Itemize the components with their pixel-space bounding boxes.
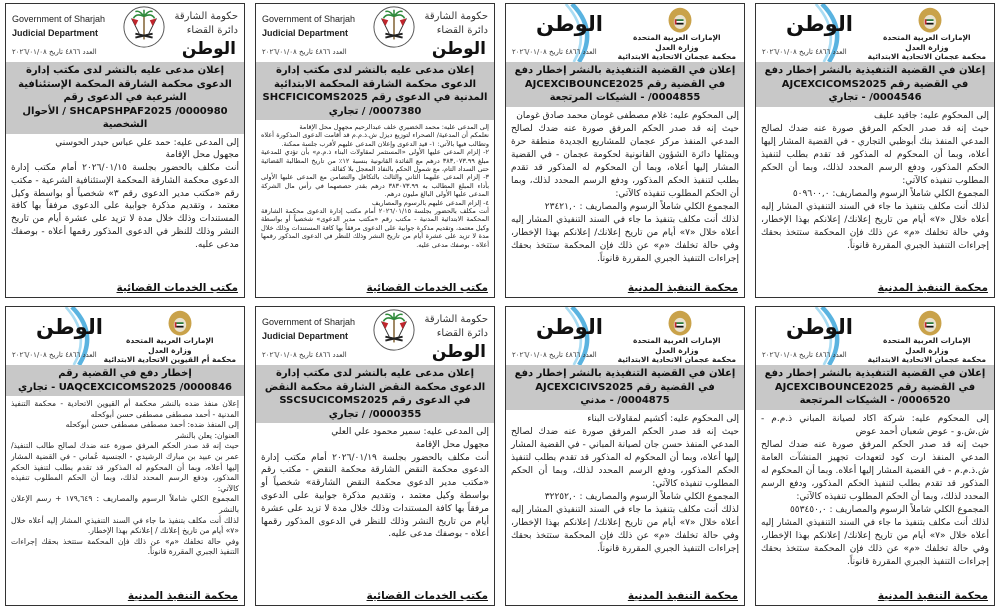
- issue-date: العدد ٤٨٦٦ تاريخ ٢٠٢٦/٠١/٠٨: [12, 48, 97, 56]
- ministry-line: الإمارات العربية المتحدة: [633, 336, 721, 345]
- notice-title: إعلان في القضية التنفيذية بالنشر إخطار دفع في القضية رقم AJCEXCIBOUNCE2025 /0004855 - الشيكات المرتجعة: [506, 62, 744, 107]
- notice-paragraph: حيث إنه قد صدر الحكم المرفق صورة عنه ضدك لصالح طالب التنفيذ/ عمر بن عبيد بن مبارك الرشيدي - الجنسية عُماني - في القضية المشار إليها أعلاه، وبما أن المحكوم له المذكور قد تقدم بطلب لتنفيذ الحكم المذكور، ودفع الرسم المحدد لذلك، وبما أن الحكم المطلوب تنفيذه كالآتي:: [11, 441, 239, 493]
- court-name: محكمة عجمان الاتحادية الابتدائية: [867, 355, 986, 364]
- sharjah-arabic-line: دائرة القضاء: [436, 328, 488, 339]
- notice-paragraph: المجموع الكلي شاملاً الرسوم والمصاريف: ٥٠٩٦٠٠,٠: [792, 188, 989, 199]
- notice-closing: لذلك أنت مكلف بتنفيذ ما جاء في السند التنفيذي المشار إليه أعلاه خلال «٧» أيام من تاريخ إعلانك/ إعلانكم بهذا الإخطار، وفي حالة تخلفك «م» عن ذلك فإن المحكمة ستتخذ بحقك إجراءات التنفيذ الجبري المقررة قانوناً.: [511, 214, 739, 264]
- notice-paragraph: أنت مكلف بالحضور بجلسة ٢٠٢٦/٠١/١٥ أمام مكتب إدارة الدعوى محكمة الشارقة المحكمة الابتدائية المدنية - مكتب رقم «مكتب مدير الدعوى» شخصياً أو بواسطة وكيل معتمد، وتقديم مذكرة جوابية على الدعوى مرفقاً بها كافة المستندات وذلك خلال مدة لا تزيد على عشرة أيام من تاريخ النشر وذلك للنظر في الدعوى المذكور رقمها أعلاه - بوصفك مدعى عليه.: [261, 207, 489, 249]
- sharjah-english-line: Judicial Department: [262, 28, 349, 38]
- ministry-line: وزارة العدل: [905, 345, 949, 355]
- court-name: محكمة عجمان الاتحادية الابتدائية: [617, 52, 736, 61]
- notice-signature: محكمة التنفيذ المدنية: [877, 590, 988, 602]
- notice-paragraph: إلى المدعى عليه: محمد الخضيري خلف عبدالرحيم مجهول محل الإقامة: [299, 123, 489, 131]
- notice-signature: محكمة التنفيذ المدنية: [127, 590, 238, 602]
- notice-body: [506, 410, 744, 590]
- sharjah-emblem-icon: [372, 5, 416, 53]
- sharjah-english-line: Government of Sharjah: [262, 14, 356, 24]
- sharjah-english-name: [262, 12, 355, 40]
- newspaper-logo: الوطن: [431, 342, 486, 362]
- ministry-line: الإمارات العربية المتحدة: [633, 33, 721, 42]
- notice-header: [256, 4, 494, 62]
- notice-signature: محكمة التنفيذ المدنية: [627, 282, 738, 294]
- ministry-line: وزارة العدل: [905, 42, 949, 52]
- ministry-block: [618, 336, 736, 365]
- notice-paragraph: لذلك أنت مكلف بتنفيذ ما جاء في السند التنفيذي المشار إليه أعلاه خلال «٧» أيام من تاريخ إعلانك / إعلانكم بهذا الإخطار.: [11, 515, 239, 536]
- notice-sharjah: [255, 3, 495, 298]
- notice-header: [756, 4, 994, 62]
- notice-title: إعلان مدعى عليه بالنشر لدى مكتب إدارة الدعوى محكمة الشارقة المحكمة الإستئنافية الشرعية في الدعوى رقم SHCAPSHPAF2025 /0000980 / الأحوال الشخصية: [6, 62, 244, 134]
- notice-paragraph: حيث إنه قد صدر الحكم المرفق صورة عنه ضدك لصالح المدعي المنفذ مركز عجمان للمشاريع الجديدة منطقة حرة ويمثلها دائرة الشؤون القانونية لحكومة عجمان - في القضية المشار إليها أعلاه، وبما أن المحكوم له المذكور قد تقدم بطلب لتنفيذ الحكم المذكور، ودفع الرسم المحدد لذلك، وبما أن الحكم المطلوب تنفيذه كالآتي:: [511, 123, 739, 199]
- notice-paragraph: ٣- إلزام المدعى عليهما الثاني والثالث بالتكافل والتضامن مع المدعى عليها الأولى بأداء المبلغ المطالب به ٣٨٣٠٧٣.٩٩ درهم بقدر حصصهما في رأس مال الشركة المدعى عليها الأولى البالغ مليون درهم.: [261, 173, 489, 199]
- newspaper-logo: الوطن: [536, 315, 603, 339]
- notice-header: [6, 4, 244, 62]
- sharjah-emblem-icon: [122, 5, 166, 53]
- notices-page: [5, 3, 995, 607]
- court-name: محكمة عجمان الاتحادية الابتدائية: [867, 52, 986, 61]
- issue-date: العدد ٤٨٦٦ تاريخ ٢٠٢٦/٠١/٠٨: [12, 351, 97, 359]
- notice-paragraph: مجهول محل الإقامة: [165, 150, 239, 161]
- sharjah-english-name: [12, 12, 105, 40]
- court-name: محكمة عجمان الاتحادية الابتدائية: [617, 355, 736, 364]
- notice-paragraph: ٢- إلزام المدعى عليها الأولى «المستثمر لمقاولات البناء ذ.م.م» بأن تؤدي للمدعية مبلغ ٣٨٣,٠٧٣.٩٩ درهم مع الفائدة القانونية بنسبة ١٢٪ من تاريخ المطالبة القضائية حتى السداد التام، مع شمول الحكم بالنفاذ المعجل بلا كفالة.: [261, 148, 489, 174]
- sharjah-arabic-line: دائرة القضاء: [436, 25, 488, 36]
- notice-title: إعلان مدعى عليه بالنشر لدى مكتب إدارة الدعوى محكمة الشارقة المحكمة الابتدائية المدنية في الدعوى رقم SHCFICICOMS2025 /0007380 / تجاري: [256, 62, 494, 120]
- notice-paragraph: المجموع الكلي شاملاً الرسوم والمصاريف : ١٧٩,٦٤٩ + رسم الإعلان بالنشر: [11, 494, 239, 514]
- newspaper-logo: الوطن: [786, 315, 853, 339]
- notice-closing: لذلك أنت مكلف بتنفيذ ما جاء في السند التنفيذي المشار إليه أعلاه خلال «٧» أيام من تاريخ إعلانك/ إعلانكم بهذا الإخطار، وفي حالة تخلفك «م» عن ذلك فإن المحكمة ستتخذ بحقك إجراءات التنفيذ الجبري المقررة قانوناً.: [761, 201, 989, 251]
- notice-paragraph: المجموع الكلي شاملاً الرسوم والمصاريف : ٢٣٤٢١,٠: [544, 201, 739, 212]
- notice-header: [506, 307, 744, 365]
- notice-paragraph: حيث إنه قد صدر الحكم المرفق صورة عنه ضدك لصالح المدعي المنفذ حسن جان لصيانة المباني - في القضية المشار إليها أعلاه، وبما أن المحكوم له المذكور قد تقدم بطلب لتنفيذ الحكم المذكور، ودفع الرسم المحدد لذلك، وبما أن الحكم المطلوب تنفيذه كالآتي:: [511, 426, 739, 489]
- notice-closing: لذلك أنت مكلف بتنفيذ ما جاء في السند التنفيذي المشار إليه أعلاه خلال «٧» أيام من تاريخ إعلانك/ إعلانكم بهذا الإخطار، وفي حالة تخلفك «م» عن ذلك فإن المحكمة ستتخذ بحقك إجراءات التنفيذ الجبري المقررة قانوناً.: [511, 504, 739, 554]
- notice-paragraph: ٤- إلزام المدعى عليهم بالرسوم والمصاريف: [371, 198, 489, 207]
- newspaper-logo: الوطن: [536, 12, 603, 36]
- notice-paragraph: إلى المنفذ ضده: أحمد مصطفى مصطفى حسن أبوكحله: [65, 420, 239, 430]
- notice-signature: محكمة التنفيذ المدنية: [627, 590, 738, 602]
- notice-paragraph: أنت مكلف بالحضور بجلسة ٢٠٢٦/٠١/١٩ أمام مكتب إدارة الدعوى محكمة النقض الشارقة محكمة النقض - مكتب رقم «مكتب مدير الدعوى محكمة النقض الشارقة» شخصياً أو بواسطة وكيل معتمد ، وتقديم مذكرة جوابية على الدعوى مرفقاً بها كافة المستندات وذلك خلال مدة لا تزيد على عشرة أيام من تاريخ النشر وذلك للنظر في الدعوى المذكور رقمها أعلاه - بوصفك مدعى عليه.: [261, 452, 490, 540]
- notice-body: [756, 107, 994, 282]
- ministry-line: الإمارات العربية المتحدة: [883, 336, 971, 345]
- notice-header: [756, 307, 994, 365]
- ministry-line: وزارة العدل: [655, 345, 699, 355]
- issue-date: العدد ٤٨٦٦ تاريخ ٢٠٢٦/٠١/٠٨: [512, 351, 597, 359]
- ministry-line: الإمارات العربية المتحدة: [883, 33, 971, 42]
- notice-ajman: [505, 3, 745, 298]
- notice-title: إعلان في القضية التنفيذية بالنشر إخطار دفع في القضية رقم AJCEXCICOMS2025 /0004546 - تجاري: [756, 62, 994, 107]
- notice-paragraph: نعلمكم أن المدعية/ الصحراء لتوزيع ديزل ش.ذ.م.م قد أقامت الدعوى المذكورة أعلاه وتطالب فيها بالآتي: ١- قيد الدعوى وإعلان المدعى عليهم لأقرب جلسة ممكنة.: [261, 131, 489, 148]
- notice-header: [6, 307, 244, 365]
- court-name: محكمة أم القيوين الاتحادية الابتدائية: [103, 355, 236, 364]
- ministry-line: الإمارات العربية المتحدة: [125, 336, 214, 345]
- ministry-block: [868, 336, 986, 365]
- sharjah-english-line: Government of Sharjah: [262, 317, 356, 327]
- notice-sharjah: [255, 306, 495, 606]
- notice-paragraph: حيث إنه قد صدر الحكم المرفق صورة عنه ضدك لصالح المدعي المنفذ بنك أبوظبي التجاري - في القضية المشار إليها أعلاه، وبما أن المحكوم له المذكور قد تقدم بطلب لتنفيذ الحكم المذكور، ودفع الرسم المحدد لذلك، وبما أن الحكم المطلوب تنفيذه كالآتي:: [761, 123, 989, 186]
- newspaper-logo: الوطن: [36, 315, 103, 339]
- notice-signature: مكتب الخدمات القضائية: [116, 282, 238, 294]
- sharjah-arabic-name: [424, 10, 488, 38]
- notice-signature: مكتب الخدمات القضائية: [366, 590, 488, 602]
- notice-title: إخطار دفع في القضية رقم UAQCEXCICOMS2025 /0000846 - تجاري: [6, 365, 244, 396]
- issue-date: العدد ٤٨٦٦ تاريخ ٢٠٢٦/٠١/٠٨: [512, 48, 597, 56]
- sharjah-emblem-icon: [372, 308, 416, 356]
- notice-paragraph: إلى المدعى عليه: حمد علي عباس حيدر الحوسني: [55, 137, 239, 148]
- notice-body: [6, 134, 244, 282]
- newspaper-logo: الوطن: [181, 39, 236, 59]
- notice-paragraph: إلى المدعى عليه: سمير محمود علي العلي: [331, 427, 489, 437]
- issue-date: العدد ٤٨٦٦ تاريخ ٢٠٢٦/٠١/٠٨: [762, 48, 847, 56]
- issue-date: العدد ٤٨٦٦ تاريخ ٢٠٢٦/٠١/٠٨: [262, 48, 347, 56]
- sharjah-english-line: Judicial Department: [12, 28, 99, 38]
- notice-paragraph: حيث إنه قد صدر الحكم المرفق صورة عنه ضدك لصالح المدعي المنفذ ارت كود لتعهدات تجهيز المنشآت العامة ش.ذ.م.م - في القضية المشار إليها أعلاه. وبما أن المحكوم له المذكور قد تقدم بطلب لتنفيذ الحكم المذكور، ودفع الرسم المحدد لذلك، وبما أن الحكم المطلوب تنفيذه كالآتي:: [761, 439, 989, 502]
- ministry-block: [104, 336, 236, 365]
- notice-ajman: [755, 3, 995, 298]
- sharjah-english-name: [262, 315, 355, 343]
- notice-ajman: [755, 306, 995, 606]
- notice-body: [506, 107, 744, 282]
- newspaper-logo: الوطن: [431, 39, 486, 59]
- ministry-block: [868, 33, 986, 62]
- sharjah-arabic-line: دائرة القضاء: [186, 25, 238, 36]
- notice-body: [256, 423, 494, 589]
- notice-paragraph: إعلان منفذ ضده بالنشر محكمة أم القيوين الاتحادية - محكمة التنفيذ المدنية - أحمد مصطفى مصطفى حسن أبوكحله: [11, 399, 239, 419]
- notice-paragraph: المجموع الكلي شاملاً الرسوم والمصاريف : ٥٥٣٤٥٠,٠: [789, 504, 989, 515]
- ministry-block: [618, 33, 736, 62]
- sharjah-english-line: Government of Sharjah: [12, 14, 106, 24]
- notice-header: [256, 307, 494, 365]
- sharjah-arabic-line: حكومة الشارقة: [424, 11, 488, 22]
- notice-ajman: [505, 306, 745, 606]
- ministry-line: وزارة العدل: [148, 345, 192, 355]
- notice-paragraph: إلى المحكوم عليه: أكشيم لمقاولات البناء: [587, 413, 739, 424]
- notice-title: إعلان مدعى عليه بالنشر لدى مكتب إدارة الدعوى محكمة النقض الشارقة محكمة النقض في الدعوى رقم SSCSUCICOMS2025 /0000355 / تجاري: [256, 365, 494, 423]
- issue-date: العدد ٤٨٦٦ تاريخ ٢٠٢٦/٠١/٠٨: [762, 351, 847, 359]
- notice-title: إعلان في القضية التنفيذية بالنشر إخطار دفع في القضية رقم AJCEXCICIVS2025 /0004875 - مدني: [506, 365, 744, 410]
- notice-body: [6, 396, 244, 589]
- notice-body: [756, 410, 994, 590]
- notice-signature: محكمة التنفيذ المدنية: [877, 282, 988, 294]
- sharjah-arabic-name: [174, 10, 238, 38]
- notice-paragraph: مجهول محل الإقامة: [415, 439, 489, 450]
- notice-signature: مكتب الخدمات القضائية: [366, 282, 488, 294]
- notice-paragraph: وفي حالة تخلفك «م» عن ذلك فإن المحكمة ستتخذ بحقك إجراءات التنفيذ الجبري المقررة قانوناً.: [11, 536, 239, 557]
- notice-paragraph: العنوان: يعلن بالنشر: [175, 430, 239, 440]
- notice-title: إعلان في القضية التنفيذية بالنشر إخطار دفع في القضية رقم AJCEXCIBOUNCE2025 /0006520 - الشيكات المرتجعة: [756, 365, 994, 410]
- notice-closing: لذلك أنت مكلف بتنفيذ ما جاء في السند التنفيذي المشار إليه أعلاه خلال «٧» أيام من تاريخ إعلانك/ إعلانكم بهذا الإخطار، وفي حالة تخلفك «م» عن ذلك فإن المحكمة ستتخذ بحقك إجراءات التنفيذ الجبري المقررة قانوناً.: [761, 517, 989, 567]
- sharjah-arabic-line: حكومة الشارقة: [174, 11, 238, 22]
- notice-ajman: [5, 306, 245, 606]
- sharjah-english-line: Judicial Department: [262, 331, 349, 341]
- notice-body: [256, 120, 494, 281]
- issue-date: العدد ٤٨٦٦ تاريخ ٢٠٢٦/٠١/٠٨: [262, 351, 347, 359]
- notice-header: [506, 4, 744, 62]
- sharjah-arabic-line: حكومة الشارقة: [424, 314, 488, 325]
- notice-paragraph: إلى المحكوم عليه: غلام مصطفى غومان محمد صادق غومان: [516, 110, 739, 121]
- notice-sharjah: [5, 3, 245, 298]
- notice-paragraph: المجموع الكلي شاملاً الرسوم والمصاريف : ٣٢٢٥٢,٠: [544, 491, 739, 502]
- ministry-line: وزارة العدل: [655, 42, 699, 52]
- newspaper-logo: الوطن: [786, 12, 853, 36]
- notice-paragraph: إلى المحكوم عليه: جاقيد عليف: [874, 110, 989, 121]
- sharjah-arabic-name: [424, 313, 488, 341]
- notice-paragraph: أنت مكلف بالحضور بجلسة ٢٠٢٦/٠١/١٥ أمام مكتب إدارة الدعوى محكمة الشارقة المحكمة الإستئنافية الشرعية - مكتب رقم «مكتب مدير الدعوى رقم ٣» شخصياً أو بواسطة وكيل معتمد ، وتقديم مذكرة جوابية على الدعوى مرفقاً بها كافة المستندات وذلك خلال مدة لا تزيد على عشرة أيام من تاريخ النشر وذلك للنظر في الدعوى المذكور رقمها أعلاه - بوصفك مدعى عليه.: [11, 163, 240, 250]
- notice-paragraph: إلى المحكوم عليه: شركة اكاد لصيانة المباني ذ.م.م - ش.ش.و - عوض شعبان أحمد عوض: [761, 413, 989, 437]
